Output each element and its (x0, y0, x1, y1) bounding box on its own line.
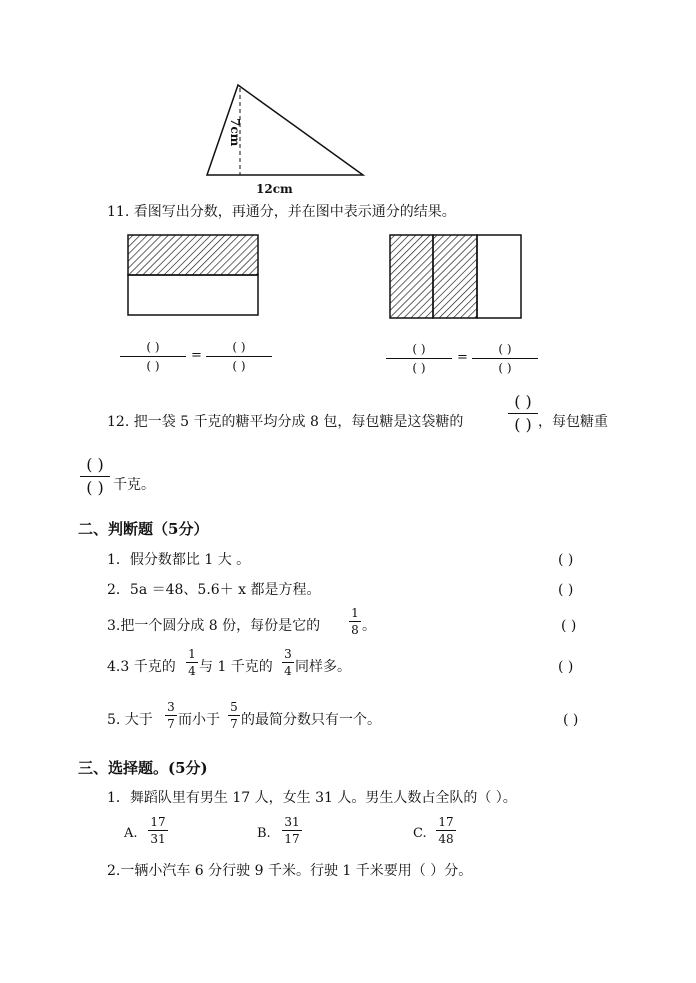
judge-item-4-frac-1: 1 4 (186, 647, 198, 678)
judge-item-5-frac-2: 5 7 (228, 700, 240, 731)
question-12-text-b: ，每包糖重 (538, 414, 608, 430)
option-a-label[interactable]: A. (124, 826, 138, 841)
judge-item-4-b: 与 1 千克的 (199, 659, 273, 675)
section-3-title: 三、选择题。(5分) (78, 759, 208, 777)
q12-frac-blank-1[interactable]: ( ) ( ) (506, 392, 540, 435)
left-frac-blank-2[interactable]: ( ) ( ) (206, 340, 272, 373)
choice-question-2: 2.一辆小汽车 6 分行驶 9 千米。行驶 1 千米要用（ ）分。 (107, 863, 473, 879)
judge-item-3: 3.把一个圆分成 8 份，每份是它的 (107, 618, 321, 634)
right-rect-blank (477, 235, 521, 318)
right-frac-blank-2[interactable]: ( ) ( ) (472, 342, 538, 375)
judge-item-2: 2．5a ＝48、5.6＋ x 都是方程。 (107, 582, 321, 598)
question-12-text-c: 千克。 (113, 477, 155, 493)
judge-item-4-answer[interactable]: ( ) (558, 659, 574, 675)
right-frac-blank-1[interactable]: ( ) ( ) (386, 342, 452, 375)
judge-item-4-frac-2: 3 4 (282, 647, 294, 678)
left-equals: = (191, 348, 202, 363)
judge-item-1-answer[interactable]: ( ) (558, 552, 574, 568)
option-b-label[interactable]: B. (257, 826, 271, 841)
choice-question-1: 1．舞蹈队里有男生 17 人，女生 31 人。男生人数占全队的（ ）。 (107, 790, 517, 806)
q12-frac-blank-2[interactable]: ( ) ( ) (78, 455, 112, 498)
judge-item-3-end: 。 (362, 618, 376, 634)
left-rect-blank (128, 275, 258, 315)
judge-item-5-c: 的最简分数只有一个。 (241, 712, 381, 728)
judge-item-4-a: 4.3 千克的 (107, 659, 176, 675)
right-equals: = (457, 350, 468, 365)
option-a-frac[interactable]: 17 31 (148, 815, 168, 846)
section-2-title: 二、判断题（5分） (78, 520, 209, 538)
option-b-frac[interactable]: 31 17 (282, 815, 302, 846)
question-12-text-a: 12. 把一袋 5 千克的糖平均分成 8 包，每包糖是这袋糖的 (107, 414, 464, 430)
judge-item-1: 1．假分数都比 1 大 。 (107, 552, 251, 568)
judge-item-5-a: 5. 大于 (107, 712, 153, 728)
left-rect-shaded (128, 235, 258, 275)
right-rect-shaded-2 (433, 235, 477, 318)
left-frac-blank-1[interactable]: ( ) ( ) (120, 340, 186, 373)
triangle-height-label: 7cm (228, 118, 242, 147)
judge-item-5-answer[interactable]: ( ) (563, 712, 579, 728)
judge-item-3-frac: 1 8 (349, 606, 361, 637)
question-11: 11. 看图写出分数，再通分，并在图中表示通分的结果。 (107, 204, 456, 220)
triangle-base-label: 12cm (256, 182, 293, 196)
right-rect-shaded-1 (390, 235, 433, 318)
option-c-label[interactable]: C. (413, 826, 427, 841)
judge-item-4-c: 同样多。 (295, 659, 351, 675)
judge-item-5-frac-1: 3 7 (165, 700, 177, 731)
judge-item-2-answer[interactable]: ( ) (558, 582, 574, 598)
option-c-frac[interactable]: 17 48 (436, 815, 456, 846)
judge-item-3-answer[interactable]: ( ) (561, 618, 577, 634)
judge-item-5-b: 而小于 (178, 712, 220, 728)
